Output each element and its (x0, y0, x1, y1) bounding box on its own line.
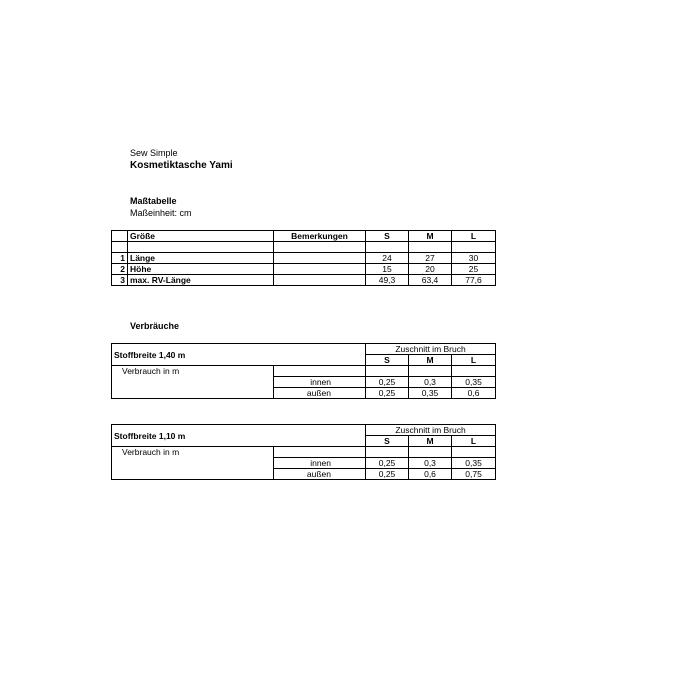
fabric-width-label: Stoffbreite 1,10 m (114, 430, 186, 441)
table-row (112, 376, 496, 387)
value-l: 0,35 (452, 457, 496, 468)
row-label: Länge (128, 253, 274, 264)
value-m: 20 (409, 264, 452, 275)
size-header-s: S (366, 355, 409, 366)
row-number: 2 (112, 264, 128, 275)
value-m: 0,35 (409, 387, 452, 398)
document-title: Kosmetiktasche Yami (130, 160, 233, 171)
value-s: 0,25 (366, 376, 409, 387)
row-type: außen (274, 387, 366, 398)
row-label: Höhe (128, 264, 274, 275)
consumption-table-110 (111, 424, 496, 480)
value-l: 25 (452, 264, 496, 275)
value-s: 15 (366, 264, 409, 275)
size-header-m: M (409, 355, 452, 366)
value-m: 0,3 (409, 457, 452, 468)
table-row (112, 275, 496, 286)
value-s: 0,25 (366, 457, 409, 468)
consumption-label: Verbrauch in m (112, 447, 274, 458)
value-l: 30 (452, 253, 496, 264)
value-l: 0,35 (452, 376, 496, 387)
row-type: außen (274, 468, 366, 479)
row-type: innen (274, 457, 366, 468)
brand-name: Sew Simple (130, 148, 178, 158)
verbrauche-heading: Verbräuche (130, 321, 180, 331)
row-remark (274, 253, 366, 264)
table-header-row (112, 231, 496, 242)
row-number: 3 (112, 275, 128, 286)
spacer-row (112, 242, 496, 253)
column-header-m: M (409, 231, 452, 242)
size-header-l: L (452, 355, 496, 366)
table-row (112, 468, 496, 479)
column-header-l: L (452, 231, 496, 242)
measurement-table (111, 230, 496, 286)
row-remark (274, 264, 366, 275)
value-m: 27 (409, 253, 452, 264)
cut-label: Zuschnitt im Bruch (366, 344, 496, 355)
column-header-groesse: Größe (128, 231, 274, 242)
value-m: 0,3 (409, 376, 452, 387)
value-m: 0,6 (409, 468, 452, 479)
value-s: 0,25 (366, 387, 409, 398)
table-row (112, 253, 496, 264)
value-s: 24 (366, 253, 409, 264)
consumption-table-140 (111, 343, 496, 399)
unit-label: Maßeinheit: cm (130, 208, 192, 218)
size-header-l: L (452, 436, 496, 447)
row-number: 1 (112, 253, 128, 264)
column-header-bemerkungen: Bemerkungen (274, 231, 366, 242)
row-label: max. RV-Länge (128, 275, 274, 286)
row-type: innen (274, 376, 366, 387)
value-s: 49,3 (366, 275, 409, 286)
row-number-header (112, 231, 128, 242)
value-l: 0,6 (452, 387, 496, 398)
size-header-s: S (366, 436, 409, 447)
value-m: 63,4 (409, 275, 452, 286)
value-l: 77,6 (452, 275, 496, 286)
consumption-label: Verbrauch in m (112, 366, 274, 377)
cut-label: Zuschnitt im Bruch (366, 425, 496, 436)
table-row (112, 387, 496, 398)
value-s: 0,25 (366, 468, 409, 479)
column-header-s: S (366, 231, 409, 242)
row-remark (274, 275, 366, 286)
fabric-width-label: Stoffbreite 1,40 m (114, 349, 186, 360)
size-header-m: M (409, 436, 452, 447)
masstabelle-heading: Maßtabelle (130, 196, 177, 206)
table-row (112, 457, 496, 468)
table-row (112, 264, 496, 275)
value-l: 0,75 (452, 468, 496, 479)
